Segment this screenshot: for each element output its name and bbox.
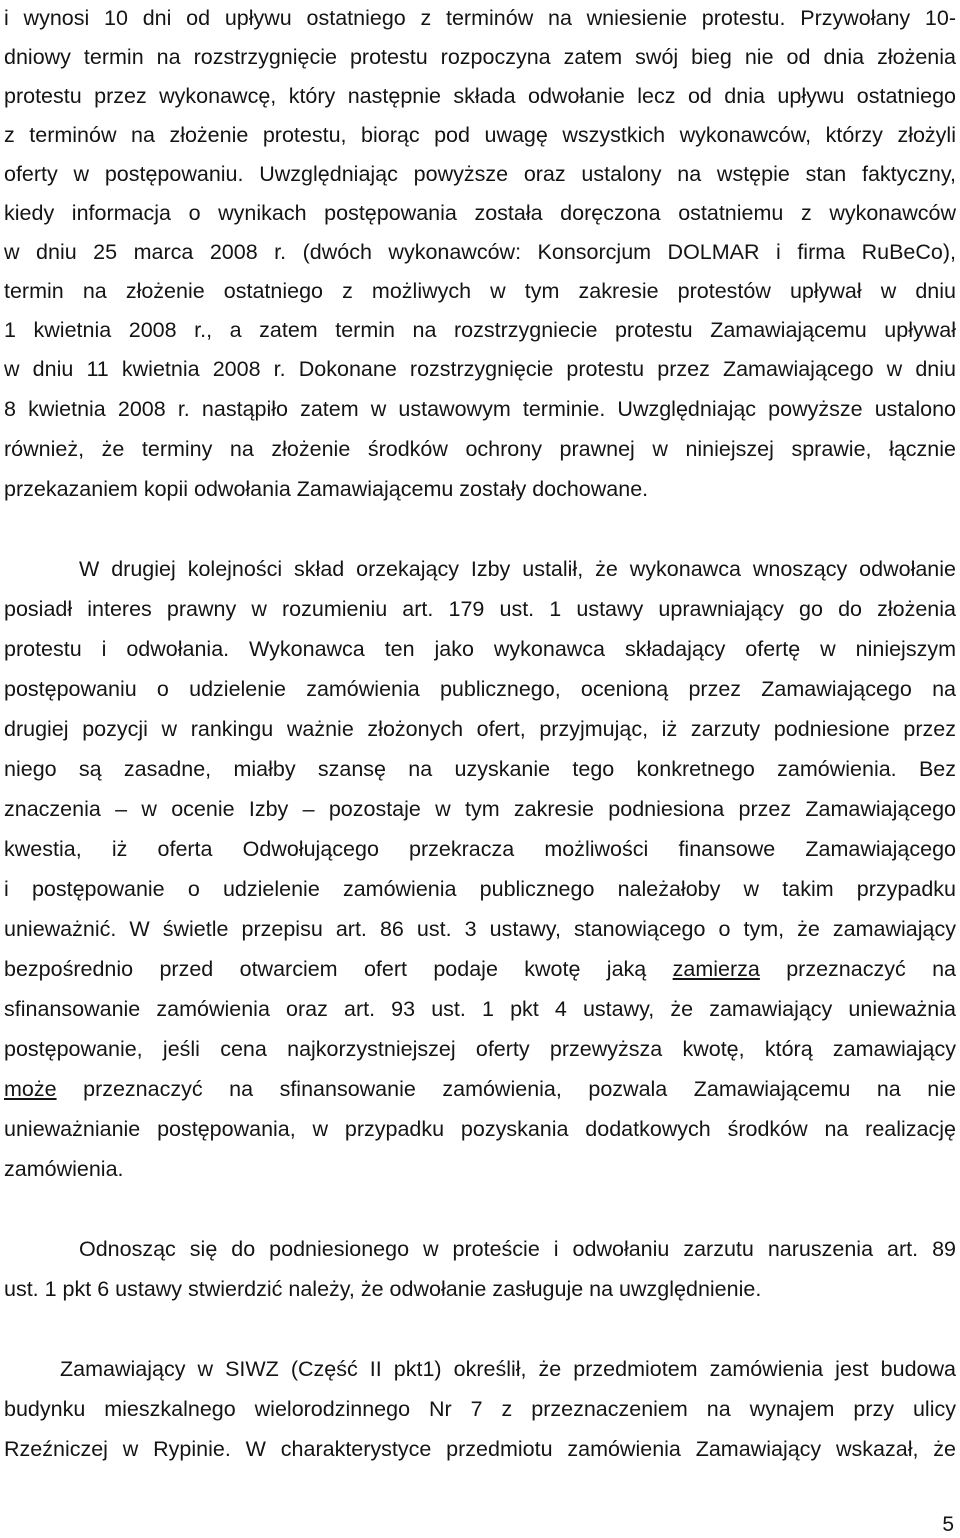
paragraph-2-line-5: drugiej pozycji w rankingu ważnie złożonych ofert, przyjmując, iż zarzuty podniesione przez bbox=[4, 717, 956, 741]
paragraph-3-line-1: Odnosząc się do podniesionego w proteście i odwołaniu zarzutu naruszenia art. 89 bbox=[79, 1237, 956, 1261]
paragraph-2-line-4: postępowaniu o udzielenie zamówienia publicznego, ocenioną przez Zamawiającego na bbox=[4, 677, 956, 701]
paragraph-2-line-12: sfinansowanie zamówienia oraz art. 93 ust. 1 pkt 4 ustawy, że zamawiający unieważnia bbox=[4, 997, 956, 1021]
paragraph-1-line-9: 1 kwietnia 2008 r., a zatem termin na rozstrzygniecie protestu Zamawiającemu upływał bbox=[4, 318, 956, 342]
paragraph-2-line-16: zamówienia. bbox=[4, 1157, 124, 1181]
paragraph-1-line-8: termin na złożenie ostatniego z możliwych w tym zakresie protestów upływał w dniu bbox=[4, 279, 956, 303]
paragraph-2-line-13: postępowanie, jeśli cena najkorzystniejszej oferty przewyższa kwotę, którą zamawiający bbox=[4, 1037, 956, 1061]
paragraph-1-line-4: z terminów na złożenie protestu, biorąc pod uwagę wszystkich wykonawców, którzy złożyli bbox=[4, 123, 956, 147]
paragraph-1-line-1: i wynosi 10 dni od upływu ostatniego z terminów na wniesienie protestu. Przywołany 10- bbox=[4, 6, 956, 30]
paragraph-1-line-13: przekazaniem kopii odwołania Zamawiającemu zostały dochowane. bbox=[4, 477, 649, 501]
underlined-word-zamierza: zamierza bbox=[672, 957, 760, 981]
paragraph-1-line-10: w dniu 11 kwietnia 2008 r. Dokonane rozstrzygnięcie protestu przez Zamawiającego w dniu bbox=[4, 357, 956, 381]
paragraph-2-line-11 bbox=[4, 954, 956, 984]
line-text-after: przeznaczyć na bbox=[759, 957, 956, 981]
paragraph-1-line-12: również, że terminy na złożenie środków ochrony prawnej w niniejszej sprawie, łącznie bbox=[4, 437, 956, 461]
paragraph-4-line-1: Zamawiający w SIWZ (Część II pkt1) określił, że przedmiotem zamówienia jest budowa bbox=[60, 1357, 956, 1381]
paragraph-2-line-14 bbox=[4, 1074, 956, 1104]
paragraph-2-line-15: unieważnianie postępowania, w przypadku pozyskania dodatkowych środków na realizację bbox=[4, 1117, 956, 1141]
paragraph-3-line-2: ust. 1 pkt 6 ustawy stwierdzić należy, że odwołanie zasługuje na uwzględnienie. bbox=[4, 1277, 762, 1301]
paragraph-1-line-2: dniowy termin na rozstrzygnięcie protestu rozpoczyna zatem swój bieg nie od dnia złożenia bbox=[4, 45, 956, 69]
paragraph-2-line-1: W drugiej kolejności skład orzekający Izby ustalił, że wykonawca wnoszący odwołanie bbox=[79, 557, 956, 581]
paragraph-4-line-2: budynku mieszkalnego wielorodzinnego Nr 7 z przeznaczeniem na wynajem przy ulicy bbox=[4, 1397, 956, 1421]
paragraph-2-line-9: i postępowanie o udzielenie zamówienia publicznego należałoby w takim przypadku bbox=[4, 877, 956, 901]
paragraph-2-line-8: kwestia, iż oferta Odwołującego przekracza możliwości finansowe Zamawiającego bbox=[4, 837, 956, 861]
paragraph-2-line-3: protestu i odwołania. Wykonawca ten jako wykonawca składający ofertę w niniejszym bbox=[4, 637, 956, 661]
underlined-word-moze: może bbox=[4, 1077, 57, 1101]
paragraph-4-line-3: Rzeźniczej w Rypinie. W charakterystyce przedmiotu zamówienia Zamawiający wskazał, że bbox=[4, 1437, 956, 1461]
paragraph-2-line-2: posiadł interes prawny w rozumieniu art. 179 ust. 1 ustawy uprawniający go do złożenia bbox=[4, 597, 956, 621]
line-text-before: bezpośrednio przed otwarciem ofert podaje kwotę jaką bbox=[4, 957, 673, 981]
paragraph-2-line-7: znaczenia – w ocenie Izby – pozostaje w tym zakresie podniesiona przez Zamawiającego bbox=[4, 797, 956, 821]
page-number: 5 bbox=[942, 1513, 954, 1536]
paragraph-1-line-5: oferty w postępowaniu. Uwzględniając powyższe oraz ustalony na wstępie stan faktyczny, bbox=[4, 162, 956, 186]
paragraph-1-line-3: protestu przez wykonawcę, który następnie składa odwołanie lecz od dnia upływu ostatniego bbox=[4, 84, 956, 108]
paragraph-2-line-10: unieważnić. W świetle przepisu art. 86 ust. 3 ustawy, stanowiącego o tym, że zamawiający bbox=[4, 917, 956, 941]
paragraph-1-line-11: 8 kwietnia 2008 r. nastąpiło zatem w ustawowym terminie. Uwzględniając powyższe ustalono bbox=[4, 397, 956, 421]
paragraph-1-line-6: kiedy informacja o wynikach postępowania została doręczona ostatniemu z wykonawców bbox=[4, 201, 956, 225]
paragraph-2-line-6: niego są zasadne, miałby szansę na uzyskanie tego konkretnego zamówienia. Bez bbox=[4, 757, 956, 781]
paragraph-1-line-7: w dniu 25 marca 2008 r. (dwóch wykonawców: Konsorcjum DOLMAR i firma RuBeCo), bbox=[4, 240, 956, 264]
line-text-after: przeznaczyć na sfinansowanie zamówienia, pozwala Zamawiającemu na nie bbox=[56, 1077, 956, 1101]
